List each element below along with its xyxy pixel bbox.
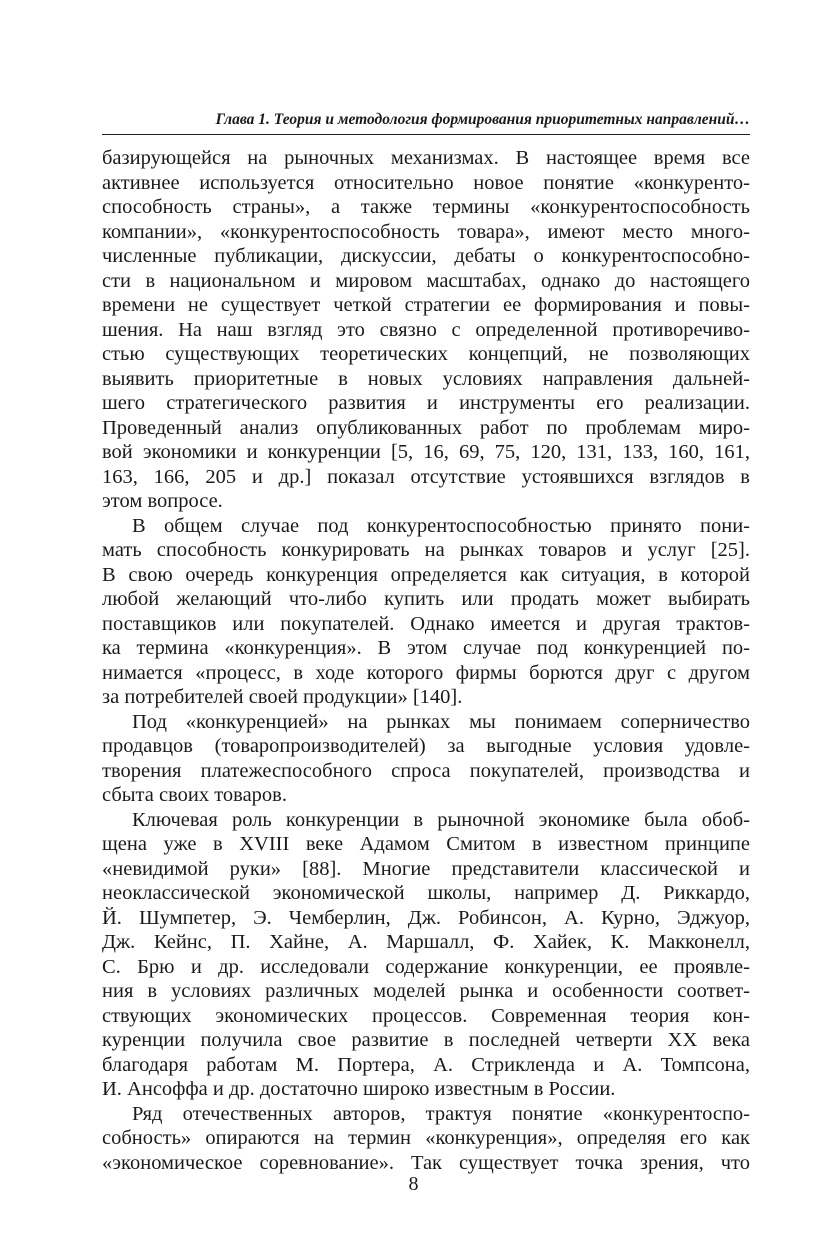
body-text: [102, 146, 750, 1175]
text-line: благодаря работам М. Портера, А. Стрикленда и А. Томпсона,: [102, 1053, 750, 1076]
text-line: ка термина «конкуренция». В этом случае под конкуренцией по-: [102, 637, 750, 659]
text-line: этом вопросе.: [102, 490, 223, 512]
text-line: любой желающий что-либо купить или продать может выбирать: [102, 588, 750, 610]
text-line: продавцов (товаропроизводителей) за выгодные условия удовле-: [102, 735, 750, 757]
text-line: Проведенный анализ опубликованных работ по проблемам миро-: [102, 416, 750, 439]
text-line: шения. На наш взгляд это связно с определенной противоречиво-: [102, 318, 750, 341]
text-line: «экономическое соревнование». Так существует точка зрения, что: [102, 1151, 750, 1174]
text-line: ствующих экономических процессов. Современная теория кон-: [102, 1004, 750, 1027]
text-line: Й. Шумпетер, Э. Чемберлин, Дж. Робинсон, А. Курно, Эджуор,: [102, 906, 750, 929]
text-line: сбыта своих товаров.: [102, 784, 287, 806]
running-header: Глава 1. Теория и методология формирования приоритетных направлений…: [102, 110, 750, 135]
text-line: численные публикации, дискуссии, дебаты о конкурентоспособно-: [102, 245, 750, 267]
text-line: сти в национальном и мировом масштабах, однако до настоящего: [102, 269, 750, 292]
page-number: 8: [408, 1173, 419, 1195]
text-line: Ключевая роль конкуренции в рыночной экономике была обоб-: [132, 808, 750, 831]
text-line: активнее используется относительно новое понятие «конкуренто-: [102, 171, 750, 194]
text-line: поставщиков или покупателей. Однако имеется и другая трактов-: [102, 612, 750, 635]
text-line: базирующейся на рыночных механизмах. В настоящее время все: [102, 147, 750, 169]
text-line: творения платежеспособного спроса покупателей, производства и: [102, 759, 750, 782]
text-line: Дж. Кейнс, П. Хайне, А. Маршалл, Ф. Хайек, К. Макконелл,: [102, 931, 750, 953]
text-line: В общем случае под конкурентоспособностью принято пони-: [132, 514, 750, 537]
text-line: выявить приоритетные в новых условиях направления дальней-: [102, 367, 750, 390]
text-line: стью существующих теоретических концепций, не позволяющих: [102, 343, 750, 365]
text-line: вой экономики и конкуренции [5, 16, 69, 75, 120, 131, 133, 160, 161,: [102, 441, 750, 463]
text-line: Ряд отечественных авторов, трактуя понятие «конкурентоспо-: [132, 1102, 750, 1125]
text-line: неоклассической экономической школы, например Д. Риккардо,: [102, 882, 750, 904]
text-line: И. Ансоффа и др. достаточно широко известным в России.: [102, 1078, 616, 1100]
text-line: В свою очередь конкуренция определяется как ситуация, в которой: [102, 563, 750, 586]
text-line: способность страны», а также термины «конкурентоспособность: [102, 196, 750, 218]
text-line: С. Брю и др. исследовали содержание конкуренции, ее проявле-: [102, 955, 750, 978]
text-line: 163, 166, 205 и др.] показал отсутствие устоявшихся взглядов в: [102, 465, 750, 488]
text-line: собность» опираются на термин «конкуренция», определяя его как: [102, 1127, 750, 1149]
text-line: времени не существует четкой стратегии ее формирования и повы-: [102, 294, 750, 316]
text-line: щена уже в XVIII веке Адамом Смитом в известном принципе: [102, 833, 750, 855]
text-line: «невидимой руки» [88]. Многие представители классической и: [102, 857, 750, 880]
text-line: мать способность конкурировать на рынках товаров и услуг [25].: [102, 539, 750, 561]
text-line: за потребителей своей продукции» [140].: [102, 686, 463, 708]
text-line: шего стратегического развития и инструменты его реализации.: [102, 392, 750, 414]
text-line: ния в условиях различных моделей рынка и особенности соответ-: [102, 980, 750, 1002]
text-line: нимается «процесс, в ходе которого фирмы борются друг с другом: [102, 661, 750, 684]
text-line: компании», «конкурентоспособность товара», имеют место много-: [102, 220, 750, 243]
text-line: куренции получила свое развитие в последней четверти XX века: [102, 1029, 750, 1051]
text-line: Под «конкуренцией» на рынках мы понимаем соперничество: [132, 710, 750, 733]
